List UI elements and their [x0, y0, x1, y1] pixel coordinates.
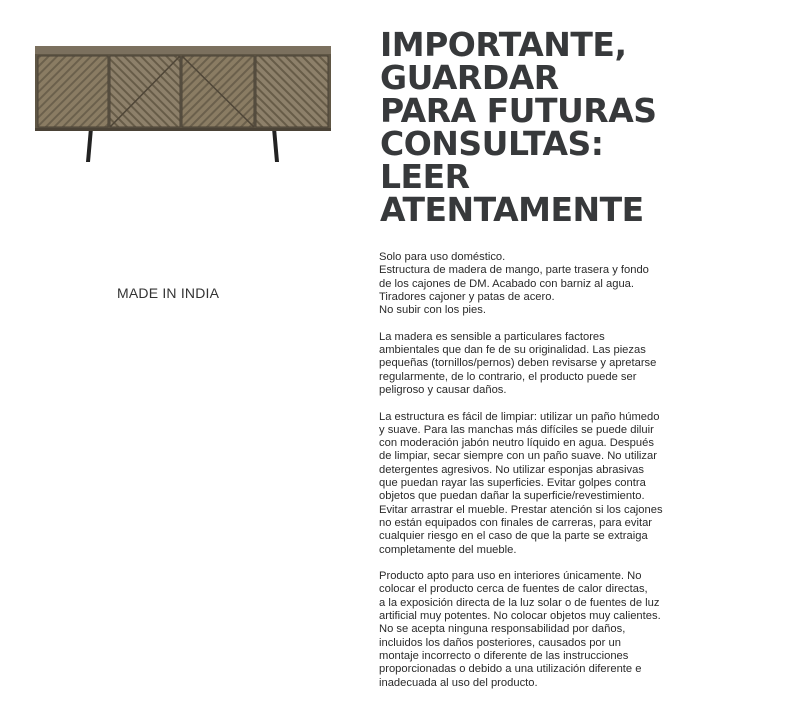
text-line: de los cajones de DM. Acabado con barniz al agua.: [379, 277, 634, 290]
text-line: Evitar arrastrar el mueble. Prestar atención si los cajones: [379, 503, 663, 516]
text-line: no están equipados con finales de carreras, para evitar: [379, 516, 653, 529]
usage-paragraph: [379, 251, 789, 317]
cleaning-paragraph: [379, 411, 789, 557]
text-line: cualquier riesgo en el caso de que la parte se extraiga: [379, 530, 648, 543]
text-line: ambientales que dan fe de su originalidad. Las piezas: [379, 344, 646, 357]
title-line: LEER: [380, 157, 470, 196]
title-line: IMPORTANTE,: [380, 25, 627, 64]
text-line: peligroso y causar daños.: [379, 383, 507, 396]
text-line: La madera es sensible a particulares factores: [379, 330, 605, 343]
text-line: No subir con los pies.: [379, 304, 486, 317]
title-line: ATENTAMENTE: [380, 190, 644, 229]
text-line: pequeñas (tornillos/pernos) deben revisarse y apretarse: [379, 357, 657, 370]
text-line: con moderación jabón neutro líquido en agua. Después: [379, 437, 654, 450]
text-line: colocar el producto cerca de fuentes de calor directas,: [379, 583, 648, 596]
title-line: GUARDAR: [380, 58, 559, 97]
indoor-use-paragraph: [379, 570, 789, 690]
text-line: que puedan rayar las superficies. Evitar golpes contra: [379, 477, 646, 490]
text-line: Solo para uso doméstico.: [379, 251, 506, 263]
text-line: completamente del mueble.: [379, 543, 517, 556]
text-line: Producto apto para uso en interiores únicamente. No: [379, 570, 642, 583]
text-line: a la exposición directa de la luz solar o de fuentes de luz: [379, 596, 660, 609]
sideboard-image: [34, 44, 332, 166]
text-line: La estructura es fácil de limpiar: utilizar un paño húmedo: [379, 410, 660, 423]
text-line: regularmente, de lo contrario, el producto puede ser: [379, 370, 637, 383]
instructions-text: [379, 251, 789, 703]
title-line: PARA FUTURAS: [380, 91, 657, 130]
title-line: CONSULTAS:: [380, 124, 604, 163]
text-line: inadecuada al uso del producto.: [379, 676, 538, 689]
text-line: artificial muy potentes. No colocar objetos muy calientes.: [379, 610, 661, 623]
text-line: incluidos los daños posteriores, causados por un: [379, 636, 621, 649]
text-line: y suave. Para las manchas más difíciles se puede diluir: [379, 423, 654, 436]
text-line: Estructura de madera de mango, parte trasera y fondo: [379, 264, 649, 277]
text-line: detergentes agresivos. No utilizar esponjas abrasivas: [379, 463, 644, 476]
text-line: objetos que puedan dañar la superficie/revestimiento.: [379, 490, 645, 503]
text-line: montaje incorrecto o diferente de las instrucciones: [379, 649, 629, 662]
wood-paragraph: [379, 331, 789, 397]
text-line: Tiradores cajoner y patas de acero.: [379, 290, 555, 303]
made-in-label: MADE IN INDIA: [117, 285, 220, 301]
text-line: de limpiar, secar siempre con un paño suave. No utilizar: [379, 450, 657, 463]
page-title: [380, 25, 780, 229]
text-line: proporcionadas o debido a una utilización diferente e: [379, 663, 642, 676]
text-line: No se acepta ninguna responsabilidad por daños,: [379, 623, 626, 636]
